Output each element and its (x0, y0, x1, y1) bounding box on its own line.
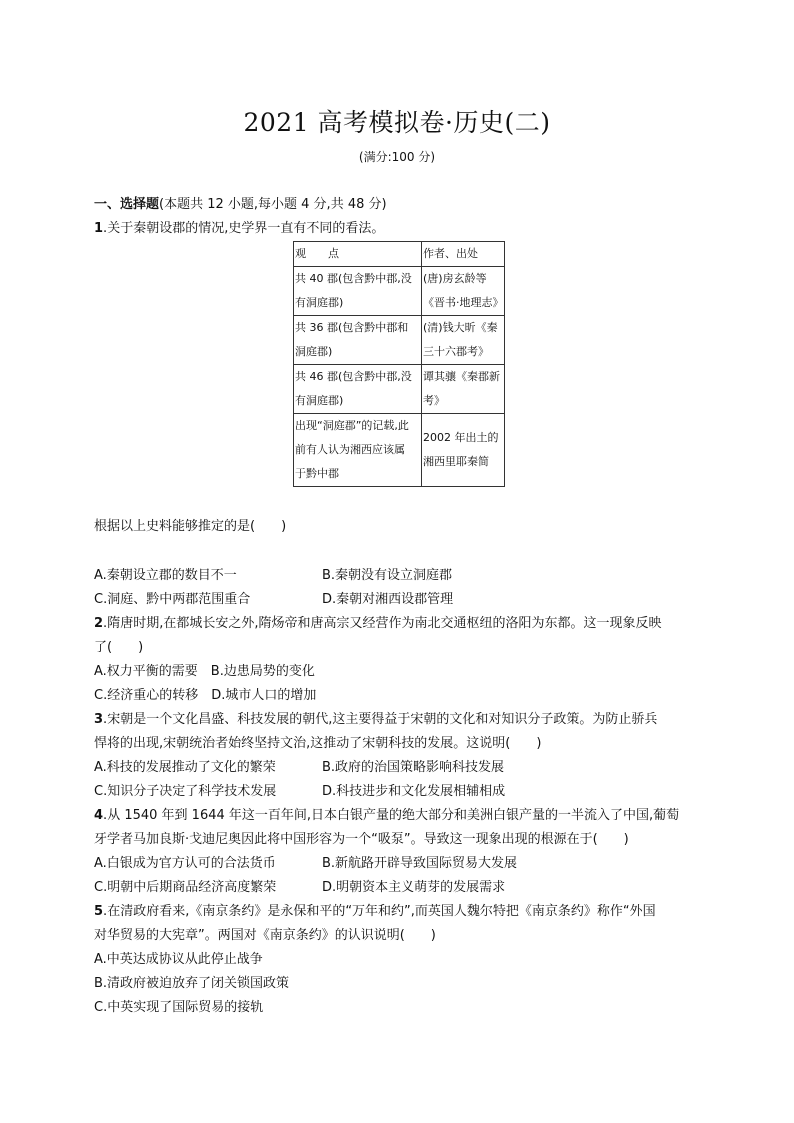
table-cell: 谭其骧《秦郡新 考》 (422, 365, 505, 414)
question-5-stem: 5.在清政府看来,《南京条约》是永保和平的“万年和约”,而英国人魏尔特把《南京条约》称作“外国 (94, 904, 656, 919)
question-2-options-row-2: C.经济重心的转移 D.城市人口的增加 (94, 688, 317, 703)
option-a: A.科技的发展推动了文化的繁荣 (94, 760, 276, 775)
question-1-stem: 1.关于秦朝设郡的情况,史学界一直有不同的看法。 (94, 221, 385, 236)
option-b: B.新航路开辟导致国际贸易大发展 (322, 856, 518, 871)
question-3-number: 3 (94, 712, 104, 727)
table-cell: 共 40 郡(包含黔中郡,没 有洞庭郡) (294, 267, 422, 316)
option-b: B.秦朝没有设立洞庭郡 (322, 568, 453, 583)
table-cell: (唐)房玄龄等 《晋书·地理志》 (422, 267, 505, 316)
option-a: A.秦朝设立郡的数目不一 (94, 568, 237, 583)
section-heading (94, 196, 387, 214)
table-cell: 共 36 郡(包含黔中郡和 洞庭郡) (294, 316, 422, 365)
question-5-number: 5 (94, 904, 104, 919)
question-4-options-row-1 (94, 855, 518, 873)
question-3-options-row-2 (94, 783, 506, 801)
section-note: (本题共 12 小题,每小题 4 分,共 48 分) (159, 197, 387, 212)
question-4-stem: 4.从 1540 年到 1644 年这一百年间,日本白银产量的绝大部分和美洲白银产量的一半流入了中国,葡萄 (94, 808, 680, 823)
question-3-options-row-1 (94, 759, 505, 777)
question-4-number: 4 (94, 808, 104, 823)
question-4-options-row-2 (94, 879, 506, 897)
question-2-stem: 2.隋唐时期,在都城长安之外,隋炀帝和唐高宗又经营作为南北交通枢纽的洛阳为东都。这一现象反映 (94, 616, 662, 631)
table-cell: 出现“洞庭郡”的记载,此 前有人认为湘西应该属 于黔中郡 (294, 414, 422, 487)
question-3-line-2: 悍将的出现,宋朝统治者始终坚持文治,这推动了宋朝科技的发展。这说明( ) (94, 736, 542, 751)
table-row (294, 414, 505, 487)
question-5-option-c: C.中英实现了国际贸易的接轨 (94, 1000, 264, 1015)
question-1-line-1: 关于秦朝设郡的情况,史学界一直有不同的看法。 (107, 221, 385, 236)
question-4-line-1: 从 1540 年到 1644 年这一百年间,日本白银产量的绝大部分和美洲白银产量的一半流入了中国,葡萄 (107, 808, 680, 823)
option-c: C.知识分子决定了科学技术发展 (94, 784, 277, 799)
table-cell: 共 46 郡(包含黔中郡,没 有洞庭郡) (294, 365, 422, 414)
question-5-line-2: 对华贸易的大宪章”。两国对《南京条约》的认识说明( ) (94, 928, 436, 943)
question-1-prompt: 根据以上史料能够推定的是( ) (94, 519, 287, 534)
question-5-line-1: 在清政府看来,《南京条约》是永保和平的“万年和约”,而英国人魏尔特把《南京条约》称作“外国 (107, 904, 656, 919)
table-header-viewpoint: 观 点 (294, 242, 422, 267)
section-label: 一、选择题 (94, 197, 160, 212)
table-row (294, 365, 505, 414)
question-3-line-1: 宋朝是一个文化昌盛、科技发展的朝代,这主要得益于宋朝的文化和对知识分子政策。为防止骄兵 (107, 712, 658, 727)
question-5-option-a: A.中英达成协议从此停止战争 (94, 952, 263, 967)
option-d: D.秦朝对湘西设郡管理 (322, 592, 454, 607)
option-c: C.洞庭、黔中两郡范围重合 (94, 592, 251, 607)
table-header-source: 作者、出处 (422, 242, 505, 267)
table-cell: 2002 年出土的 湘西里耶秦简 (422, 414, 505, 487)
question-2-line-2: 了( ) (94, 640, 144, 655)
option-d: D.明朝资本主义萌芽的发展需求 (322, 880, 506, 895)
option-c: C.明朝中后期商品经济高度繁荣 (94, 880, 277, 895)
table-row (294, 316, 505, 365)
page-subtitle: (满分:100 分) (358, 150, 436, 164)
option-b: B.政府的治国策略影响科技发展 (322, 760, 505, 775)
question-2-options-row-1: A.权力平衡的需要 B.边患局势的变化 (94, 664, 315, 679)
question-4-line-2: 牙学者马加良斯·戈迪尼奥因此将中国形容为一个“吸泵”。导致这一现象出现的根源在于( ) (94, 832, 629, 847)
table-row (294, 267, 505, 316)
question-5-option-b: B.清政府被迫放弃了闭关锁国政策 (94, 976, 290, 991)
question-2-line-1: 隋唐时期,在都城长安之外,隋炀帝和唐高宗又经营作为南北交通枢纽的洛阳为东都。这一现象反映 (107, 616, 662, 631)
question-2-number: 2 (94, 616, 104, 631)
table-header-row (294, 242, 505, 267)
question-1-number: 1 (94, 221, 104, 236)
table-cell: (清)钱大昕《秦 三十六郡考》 (422, 316, 505, 365)
question-1-options-row-2 (94, 591, 454, 609)
option-a: A.白银成为官方认可的合法货币 (94, 856, 276, 871)
question-3-stem: 3.宋朝是一个文化昌盛、科技发展的朝代,这主要得益于宋朝的文化和对知识分子政策。为防止骄兵 (94, 712, 658, 727)
page-title: 2021 高考模拟卷·历史(二) (243, 108, 551, 137)
source-table (293, 241, 505, 487)
option-d: D.科技进步和文化发展相辅相成 (322, 784, 506, 799)
question-1-options-row-1 (94, 567, 453, 585)
